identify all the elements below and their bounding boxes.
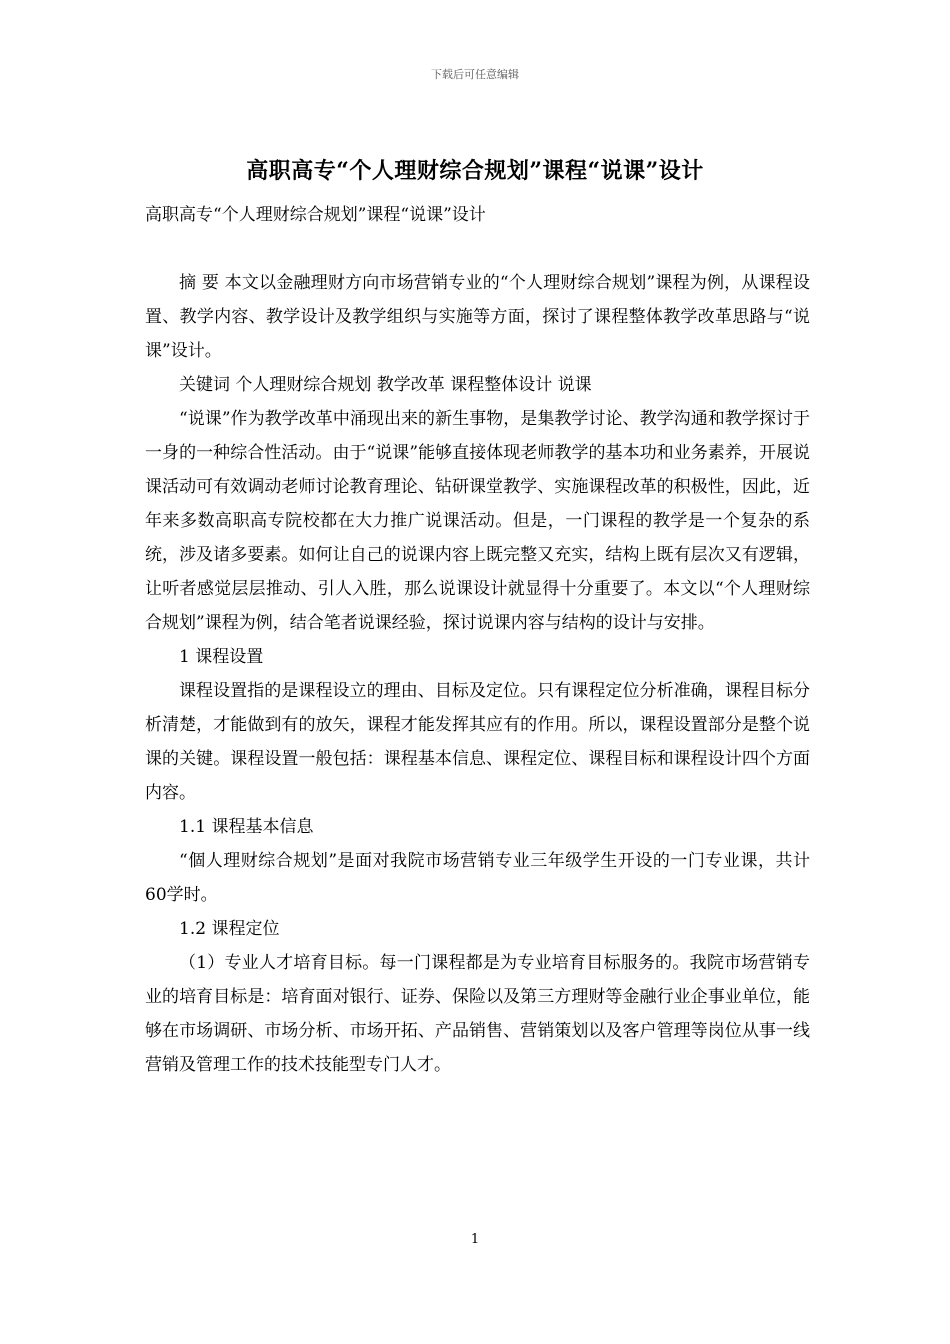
section-1-2-paragraph: （1）专业人才培育目标。每一门课程都是为专业培育目标服务的。我院市场营销专业的培育目标是：培育面对银行、证券、保险以及第三方理财等金融行业企事业单位，能够在市场调研、市场分析、市场开拓、产品销售、营销策划以及客户管理等岗位从事一线营销及管理工作的技术技能型专门人才。 xyxy=(145,953,810,1075)
section-heading-1-2: 1.2 课程定位 xyxy=(179,919,280,939)
subtitle: 高职高专“个人理财综合规划”课程“说课”设计 xyxy=(145,205,486,225)
section-1-1-paragraph: “個人理财综合规划”是面对我院市场营销专业三年级学生开设的一门专业课，共计60学时。 xyxy=(145,851,810,905)
header-note: 下载后可任意编辑 xyxy=(431,68,519,81)
intro-paragraph: “说课”作为教学改革中涌现出来的新生事物，是集教学讨论、教学沟通和教学探讨于一身的一种综合性活动。由于“说课”能够直接体现老师教学的基本功和业务素养，开展说课活动可有效调动老师讨论教育理论、钻研课堂教学、实施课程改革的积极性，因此，近年来多数高职高专院校都在大力推广说课活动。但是，一门课程的教学是一个复杂的系统，涉及诸多要素。如何让自己的说课内容上既完整又充实，结构上既有层次又有逻辑，让听者感觉层层推动、引人入胜，那么说课设计就显得十分重要了。本文以“个人理财综合规划”课程为例，结合笔者说课经验，探讨说课内容与结构的设计与安排。 xyxy=(145,409,810,633)
keywords-line: 关键词 个人理财综合规划 教学改革 课程整体设计 说课 xyxy=(179,375,592,395)
page-number: 1 xyxy=(470,1232,480,1247)
abstract-paragraph: 摘 要 本文以金融理财方向市场营销专业的“个人理财综合规划”课程为例，从课程设置、教学内容、教学设计及教学组织与实施等方面，探讨了课程整体教学改革思路与“说课”设计。 xyxy=(145,273,810,361)
section-1-paragraph: 课程设置指的是课程设立的理由、目标及定位。只有课程定位分析准确，课程目标分析清楚，才能做到有的放矢，课程才能发挥其应有的作用。所以，课程设置部分是整个说课的关键。课程设置一般包括：课程基本信息、课程定位、课程目标和课程设计四个方面内容。 xyxy=(145,681,810,803)
document-body xyxy=(145,198,810,1082)
document-title: 高职高专“个人理财综合规划”课程“说课”设计 xyxy=(246,158,704,184)
section-heading-1-1: 1.1 课程基本信息 xyxy=(179,817,314,837)
section-heading-1: 1 课程设置 xyxy=(179,647,264,667)
